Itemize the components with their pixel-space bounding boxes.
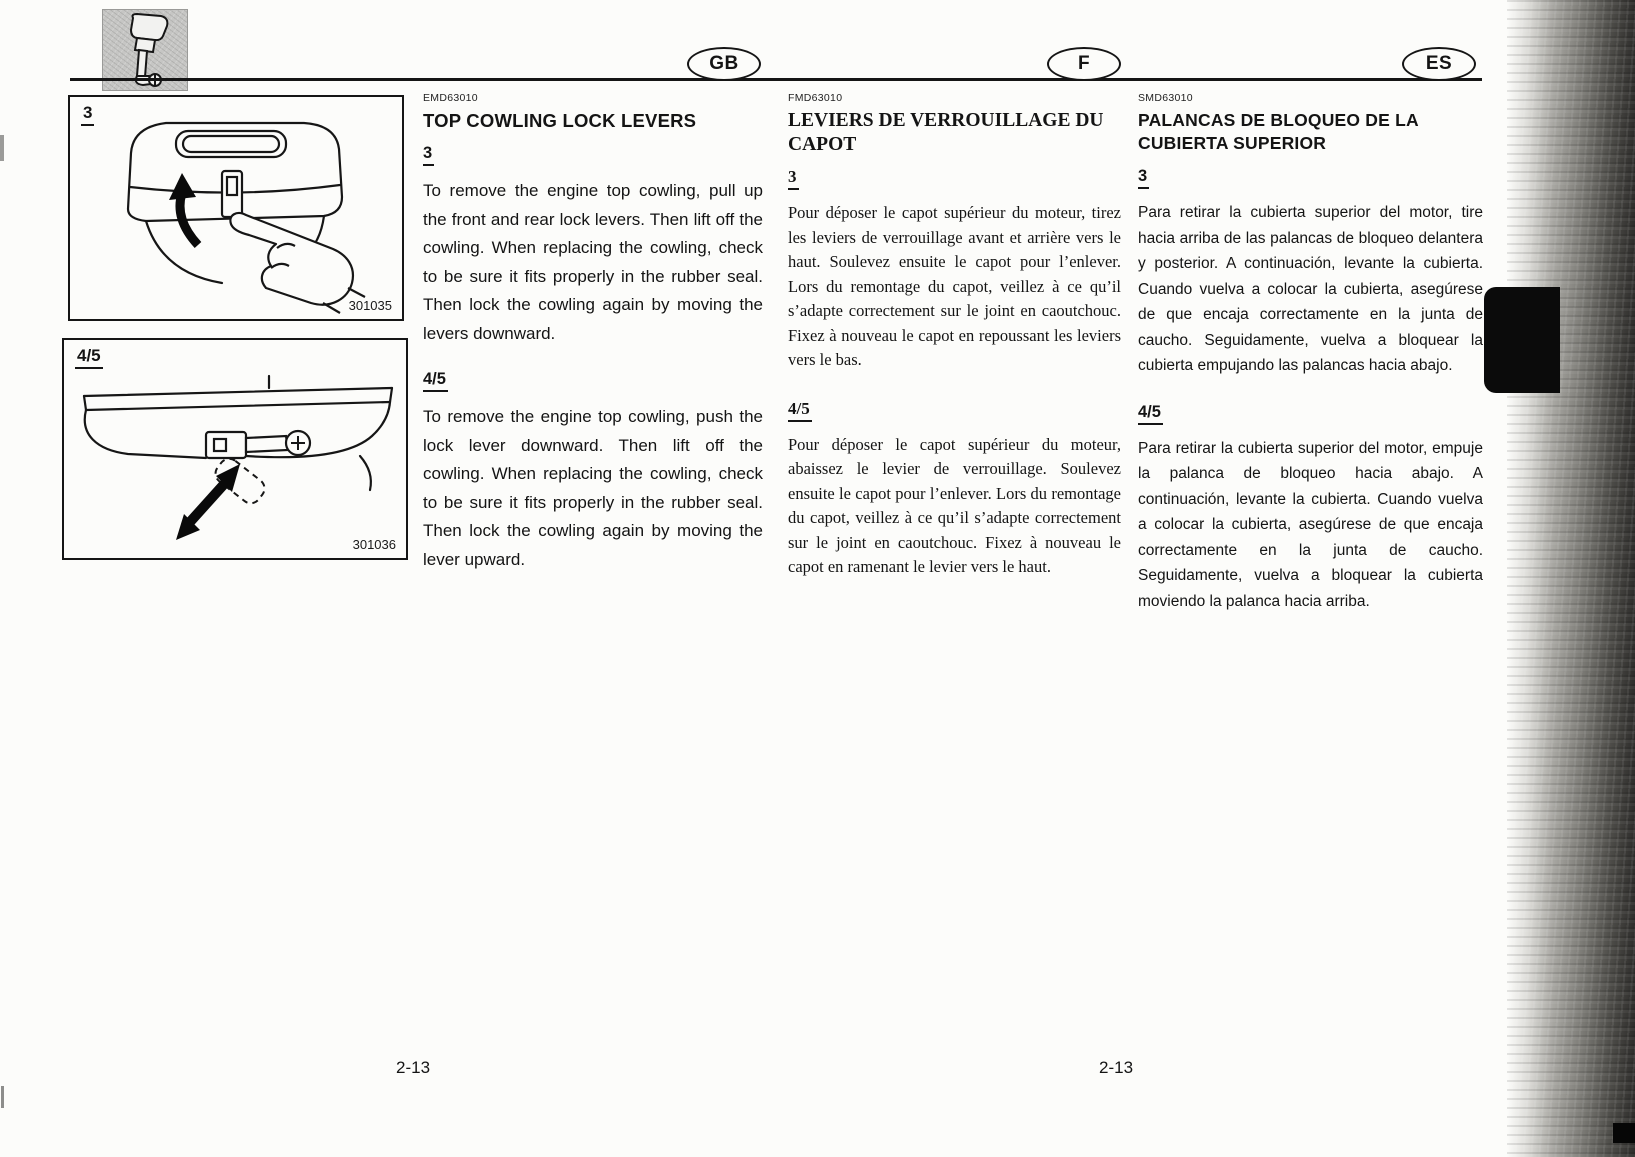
hand-outline — [230, 213, 365, 313]
subsection-label: 4/5 — [1138, 403, 1163, 425]
paragraph: Para retirar la cubierta superior del motor, tire hacia arriba de las palancas de bloqueo delantera y posterior. A continuación, levante la cubierta. Cuando vuelva a colocar la cubierta, asegúrese de que encaja correctamente en la junta de caucho. Seguidamente, vuelva a bloquear la cubierta empujando las palancas hacia abajo. — [1138, 204, 1483, 374]
page-number-left: 2-13 — [396, 1058, 431, 1077]
paragraph: To remove the engine top cowling, push the lock lever downward. Then lift off the cowling. When replacing the cowling, check to be sure it fits properly in the rubber seal. Then lock the cowling again by moving the lever upward. — [423, 407, 763, 569]
paragraph: To remove the engine top cowling, pull up the front and rear lock levers. Then lift off the cowling. When replacing the cowling, check to be sure it fits properly in the rubber seal. Then lock the cowling again by moving the levers downward. — [423, 181, 763, 343]
column-french — [788, 92, 1121, 604]
language-badge-gb-label: GB — [709, 53, 739, 74]
language-badge-gb — [687, 47, 761, 81]
bottom-cowling-lock-lever-illustration — [64, 340, 406, 558]
language-badge-es-label: ES — [1425, 53, 1453, 74]
figure-label: 3 — [81, 103, 94, 126]
lock-lever — [222, 171, 242, 217]
subsection-label: 3 — [788, 167, 799, 190]
paragraph: Pour déposer le capot supérieur du moteur, abaissez le levier de verrouillage. Soulevez ensuite le capot pour l’enlever. Lors du remontage du capot, veillez à ce qu’il s’adapte correctement sur le joint en caoutchouc. Fixez à nouveau le capot en ramenant le levier vers le haut. — [788, 434, 1121, 576]
figure-top-cowling-3 — [68, 95, 404, 321]
figure-number: 301035 — [348, 298, 392, 313]
language-badge-f-label: F — [1077, 53, 1091, 74]
scan-edge-shadow — [1507, 0, 1635, 1157]
header-rule — [70, 78, 1482, 81]
section-title: PALANCAS DE BLOQUEO DE LA CUBIERTA SUPERIOR — [1138, 110, 1419, 153]
page-number-right: 2-13 — [1099, 1058, 1134, 1077]
lever-lowered-position — [212, 455, 269, 508]
section-code: EMD63010 — [423, 92, 478, 104]
language-badge-es — [1402, 47, 1476, 81]
chapter-thumb-tab — [1484, 287, 1560, 393]
subsection-label: 4/5 — [423, 370, 448, 392]
section-code: FMD63010 — [788, 92, 843, 104]
scan-edge-mark — [0, 135, 4, 161]
scan-corner-mark — [1613, 1123, 1635, 1143]
subsection-label: 4/5 — [788, 399, 812, 422]
subsection-label: 3 — [1138, 167, 1149, 189]
language-badge-f — [1047, 47, 1121, 81]
section-code: SMD63010 — [1138, 92, 1193, 104]
column-english — [423, 92, 763, 594]
scan-edge-mark — [1, 1086, 4, 1108]
move-lever-arrow-icon — [176, 464, 240, 540]
column-spanish — [1138, 92, 1483, 636]
section-title: LEVIERS DE VERROUILLAGE DU CAPOT — [788, 110, 1104, 155]
paragraph: Pour déposer le capot supérieur du moteur, tirez les leviers de verrouillage avant et arrière vers le haut. Soulevez ensuite le capot pour l’enlever. Lors du remontage du capot, veillez à ce qu’il s’adapte correctement sur le joint en caoutchouc. Fixez à nouveau le capot en repoussant les leviers vers le bas. — [788, 203, 1121, 369]
paragraph: Para retirar la cubierta superior del motor, empuje la palanca de bloqueo hacia abajo. A continuación, levante la cubierta. Cuando vuelva a colocar la cubierta, asegúrese de que encaja correctamente en la junta de caucho. Seguidamente, vuelva a bloquear la cubierta moviendo la palanca hacia arriba. — [1138, 439, 1483, 610]
figure-bottom-cowling-45 — [62, 338, 408, 560]
figure-number: 301036 — [352, 537, 396, 552]
figure-label: 4/5 — [75, 346, 103, 369]
lock-lever — [206, 431, 310, 458]
section-title: TOP COWLING LOCK LEVERS — [423, 110, 697, 131]
subsection-label: 3 — [423, 144, 434, 166]
top-cowling-lock-lever-illustration — [70, 97, 402, 319]
